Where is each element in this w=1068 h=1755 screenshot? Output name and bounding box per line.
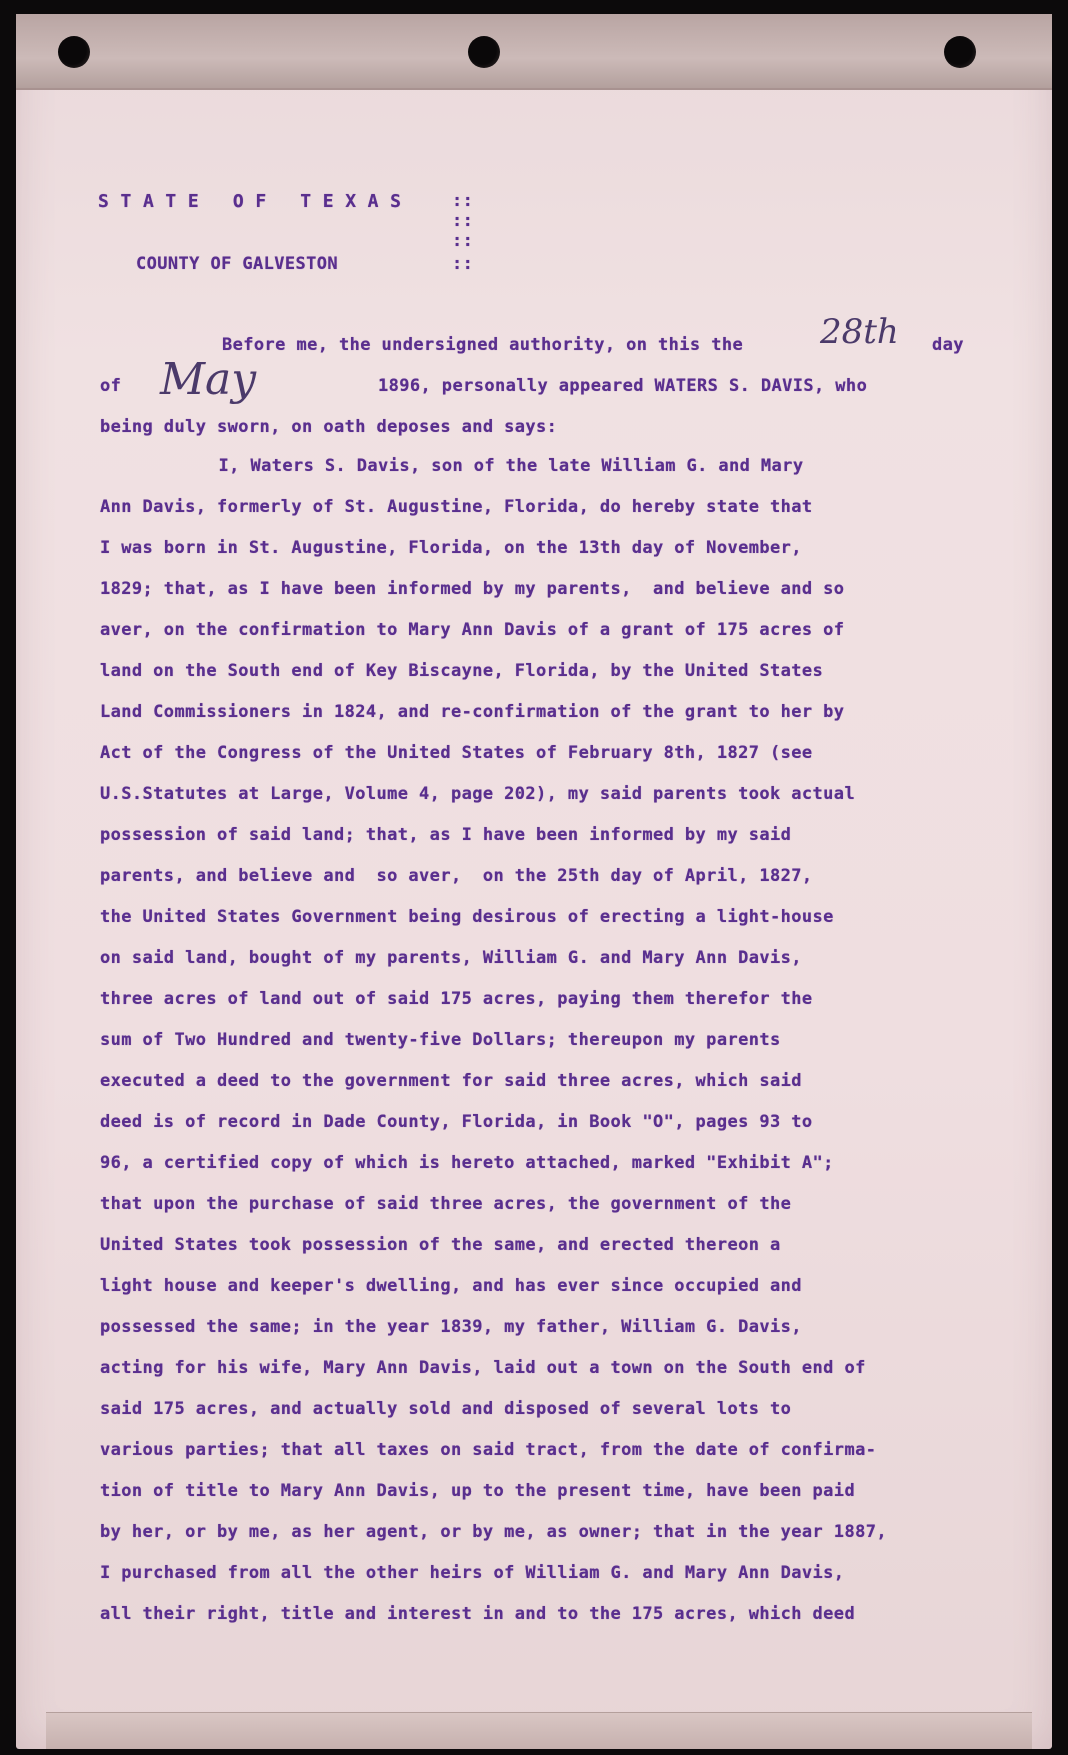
body-line: 96, a certified copy of which is hereto attached, marked "Exhibit A"; (100, 1153, 834, 1173)
body-line: land on the South end of Key Biscayne, Florida, by the United States (100, 661, 824, 681)
body-line: tion of title to Mary Ann Davis, up to the present time, have been paid (100, 1481, 856, 1501)
body-line: 1829; that, as I have been informed by my parents, and believe and so (100, 579, 845, 599)
body-line: I purchased from all the other heirs of William G. and Mary Ann Davis, (100, 1563, 845, 1583)
body-line: all their right, title and interest in and to the 175 acres, which deed (100, 1604, 856, 1624)
body-line: said 175 acres, and actually sold and disposed of several lots to (100, 1399, 792, 1419)
handwritten-day: 28th (820, 312, 899, 352)
opening-line-1: Before me, the undersigned authority, on this the (222, 335, 744, 355)
body-line: various parties; that all taxes on said tract, from the date of confirma- (100, 1440, 877, 1460)
binding-strip (16, 14, 1052, 90)
body-line: aver, on the confirmation to Mary Ann Davis of a grant of 175 acres of (100, 620, 845, 640)
body-line: by her, or by me, as her agent, or by me, as owner; that in the year 1887, (100, 1522, 887, 1542)
state-heading: S T A T E O F T E X A S (98, 191, 402, 212)
body-line: three acres of land out of said 175 acres, paying them therefor the (100, 989, 813, 1009)
punch-hole-right (944, 36, 976, 68)
county-heading: COUNTY OF GALVESTON (136, 254, 339, 274)
punch-hole-left (58, 36, 90, 68)
header-divider: :: (452, 231, 474, 251)
opening-line-3: being duly sworn, on oath deposes and says: (100, 417, 558, 437)
header-divider: :: (452, 254, 474, 274)
body-line: executed a deed to the government for said three acres, which said (100, 1071, 802, 1091)
body-line: that upon the purchase of said three acres, the government of the (100, 1194, 792, 1214)
handwritten-month: May (160, 354, 257, 405)
body-line: United States took possession of the same, and erected thereon a (100, 1235, 781, 1255)
body-line: I was born in St. Augustine, Florida, on the 13th day of November, (100, 538, 802, 558)
body-line: Ann Davis, formerly of St. Augustine, Florida, do hereby state that (100, 497, 813, 517)
folded-bottom-edge (46, 1712, 1032, 1749)
header-divider: :: (452, 191, 474, 211)
body-line: Act of the Congress of the United States of February 8th, 1827 (see (100, 743, 813, 763)
body-line: Land Commissioners in 1824, and re-confirmation of the grant to her by (100, 702, 845, 722)
opening-line-1-end: day (932, 335, 964, 355)
body-line: sum of Two Hundred and twenty-five Dollars; thereupon my parents (100, 1030, 781, 1050)
body-line: light house and keeper's dwelling, and has ever since occupied and (100, 1276, 802, 1296)
opening-line-2-start: of (100, 376, 122, 396)
body-line: possessed the same; in the year 1839, my father, William G. Davis, (100, 1317, 802, 1337)
header-divider: :: (452, 211, 474, 231)
body-line: deed is of record in Dade County, Florida, in Book "O", pages 93 to (100, 1112, 813, 1132)
body-line: the United States Government being desirous of erecting a light-house (100, 907, 834, 927)
body-line: I, Waters S. Davis, son of the late William G. and Mary (176, 456, 804, 476)
body-line: acting for his wife, Mary Ann Davis, laid out a town on the South end of (100, 1358, 866, 1378)
body-line: possession of said land; that, as I have been informed by my said (100, 825, 792, 845)
punch-hole-center (468, 36, 500, 68)
body-line: parents, and believe and so aver, on the 25th day of April, 1827, (100, 866, 813, 886)
opening-line-2: 1896, personally appeared WATERS S. DAVIS, who (378, 376, 868, 396)
body-line: U.S.Statutes at Large, Volume 4, page 202), my said parents took actual (100, 784, 856, 804)
body-line: on said land, bought of my parents, William G. and Mary Ann Davis, (100, 948, 802, 968)
